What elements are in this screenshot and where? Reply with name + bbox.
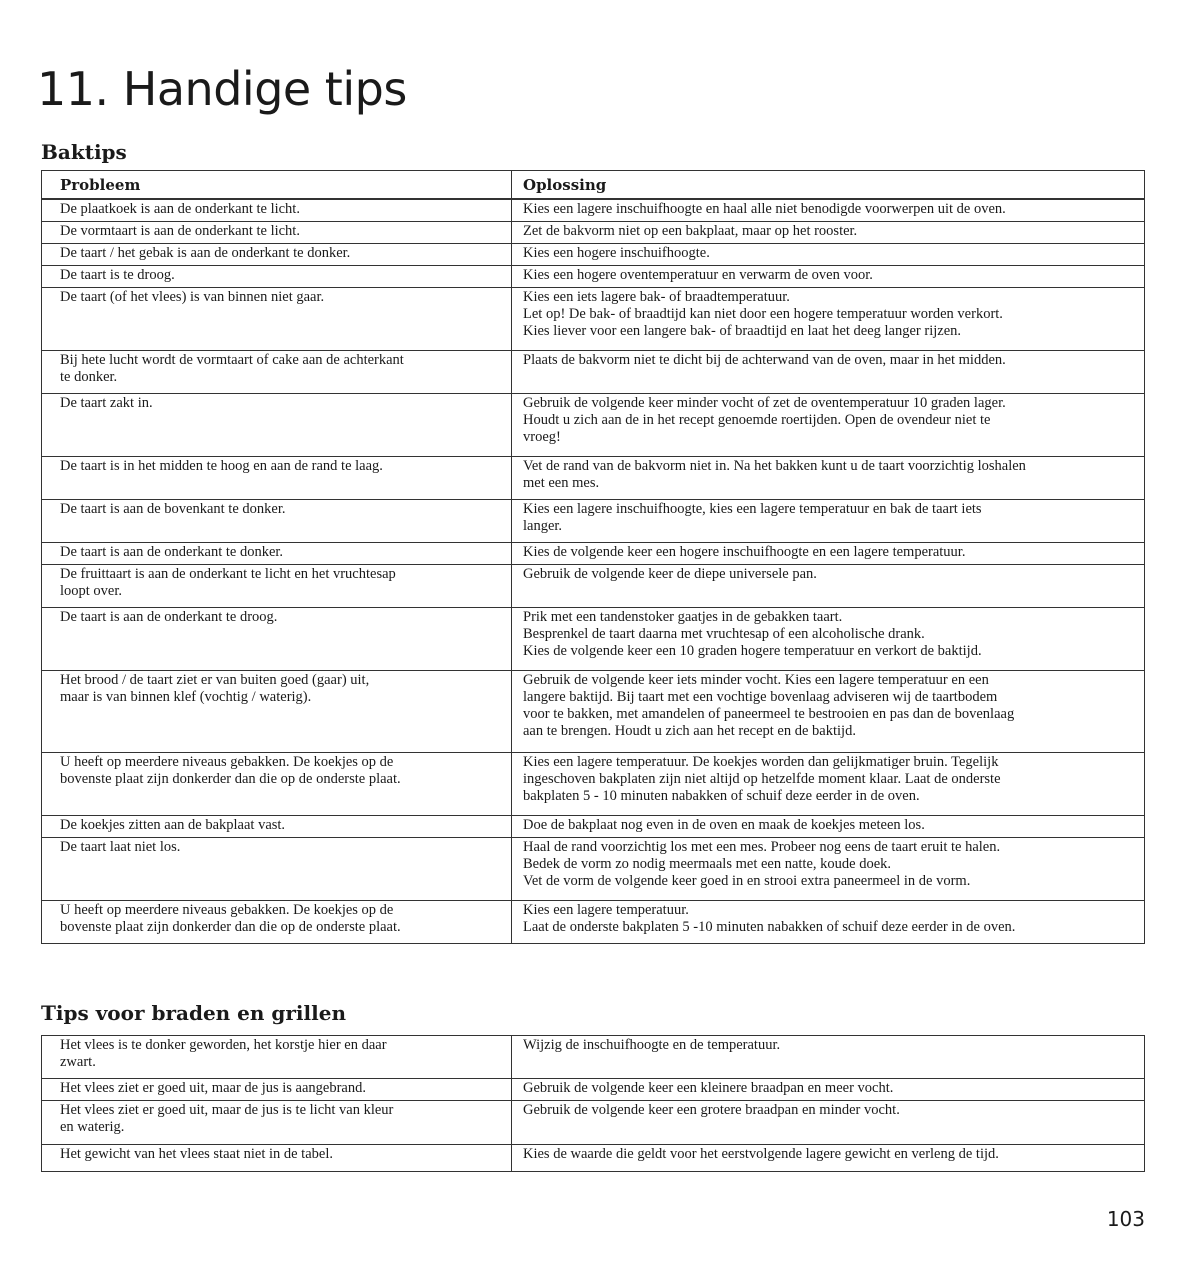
problem-cell bbox=[42, 607, 512, 670]
table-row bbox=[42, 1079, 1145, 1101]
problem-text: Het brood / de taart ziet er van buiten goed (gaar) uit, bbox=[60, 671, 370, 688]
problem-text: zwart. bbox=[60, 1054, 96, 1070]
solution-text: Gebruik de volgende keer de diepe universele pan. bbox=[523, 565, 817, 582]
solution-text: Houdt u zich aan de in het recept genoemde roertijden. Open de ovendeur niet te bbox=[523, 411, 991, 428]
solution-text: Vet de rand van de bakvorm niet in. Na het bakken kunt u de taart voorzichtig loshalen bbox=[523, 457, 1026, 474]
problem-cell bbox=[42, 900, 512, 943]
solution-text: Kies een lagere inschuifhoogte, kies een lagere temperatuur en bak de taart iets bbox=[523, 500, 982, 517]
solution-cell bbox=[512, 287, 1145, 350]
problem-cell bbox=[42, 243, 512, 265]
table-row bbox=[42, 287, 1145, 350]
solution-text: Plaats de bakvorm niet te dicht bij de achterwand van de oven, maar in het midden. bbox=[523, 351, 1006, 368]
problem-text: De vormtaart is aan de onderkant te licht. bbox=[60, 222, 300, 239]
problem-text: loopt over. bbox=[60, 582, 123, 599]
solution-text: Kies de waarde die geldt voor het eerstvolgende lagere gewicht en verleng de tijd. bbox=[523, 1146, 999, 1162]
problem-text: De taart laat niet los. bbox=[60, 838, 181, 855]
table-row bbox=[42, 456, 1145, 499]
solution-cell bbox=[512, 456, 1145, 499]
problem-cell bbox=[42, 393, 512, 456]
solution-text: Besprenkel de taart daarna met vruchtesap of een alcoholische drank. bbox=[523, 625, 925, 642]
solution-cell bbox=[512, 752, 1145, 815]
solution-cell bbox=[512, 221, 1145, 243]
table-row bbox=[42, 221, 1145, 243]
solution-cell bbox=[512, 607, 1145, 670]
problem-cell bbox=[42, 815, 512, 837]
problem-cell bbox=[42, 221, 512, 243]
solution-text: met een mes. bbox=[523, 474, 600, 491]
solution-text: ingeschoven bakplaten zijn niet altijd op hetzelfde moment klaar. Laat de onderste bbox=[523, 770, 1001, 787]
problem-text: U heeft op meerdere niveaus gebakken. De koekjes op de bbox=[60, 753, 394, 770]
table-row bbox=[42, 542, 1145, 564]
baktips-table bbox=[41, 170, 1145, 944]
table-row bbox=[42, 837, 1145, 900]
table-row bbox=[42, 499, 1145, 542]
solution-text: Kies de volgende keer een 10 graden hogere temperatuur en verkort de baktijd. bbox=[523, 642, 982, 659]
problem-cell bbox=[42, 287, 512, 350]
problem-text: Het vlees ziet er goed uit, maar de jus is te licht van kleur bbox=[60, 1102, 394, 1118]
table-row bbox=[42, 1145, 1145, 1172]
solution-text: Kies de volgende keer een hogere inschuifhoogte en een lagere temperatuur. bbox=[523, 543, 966, 560]
problem-text: De koekjes zitten aan de bakplaat vast. bbox=[60, 816, 286, 833]
solution-text: Kies een hogere inschuifhoogte. bbox=[523, 244, 710, 261]
solution-text: Vet de vorm de volgende keer goed in en strooi extra paneermeel in de vorm. bbox=[523, 872, 971, 889]
problem-cell bbox=[42, 265, 512, 287]
problem-cell bbox=[42, 1145, 512, 1172]
header-solution: Oplossing bbox=[512, 171, 1145, 200]
solution-text: Bedek de vorm zo nodig meermaals met een natte, koude doek. bbox=[523, 855, 892, 872]
problem-text: De taart is te droog. bbox=[60, 266, 175, 283]
solution-text: Kies een lagere inschuifhoogte en haal alle niet benodigde voorwerpen uit de oven. bbox=[523, 201, 1006, 217]
solution-cell bbox=[512, 499, 1145, 542]
baktips-header-row bbox=[42, 171, 1145, 200]
solution-text: langer. bbox=[523, 517, 563, 534]
header-problem: Probleem bbox=[42, 171, 512, 200]
solution-text: voor te bakken, met amandelen of paneermeel te bestrooien en pas dan de bovenlaag bbox=[523, 705, 1015, 722]
problem-text: De taart / het gebak is aan de onderkant te donker. bbox=[60, 244, 351, 261]
problem-cell bbox=[42, 837, 512, 900]
problem-text: De fruittaart is aan de onderkant te licht en het vruchtesap bbox=[60, 565, 396, 582]
table-row bbox=[42, 199, 1145, 221]
page-number: 103 bbox=[1106, 1207, 1145, 1231]
problem-text: Het vlees is te donker geworden, het korstje hier en daar bbox=[60, 1037, 387, 1053]
table-row bbox=[42, 900, 1145, 943]
solution-text: Doe de bakplaat nog even in de oven en maak de koekjes meteen los. bbox=[523, 816, 925, 833]
problem-cell bbox=[42, 199, 512, 221]
solution-cell bbox=[512, 1145, 1145, 1172]
table-row bbox=[42, 1036, 1145, 1079]
problem-cell bbox=[42, 1101, 512, 1145]
solution-text: Gebruik de volgende keer een kleinere braadpan en meer vocht. bbox=[523, 1080, 894, 1096]
problem-text: en waterig. bbox=[60, 1119, 125, 1135]
solution-cell bbox=[512, 837, 1145, 900]
solution-text: Kies een iets lagere bak- of braadtemperatuur. bbox=[523, 288, 790, 305]
table-row bbox=[42, 607, 1145, 670]
problem-cell bbox=[42, 1079, 512, 1101]
solution-text: Prik met een tandenstoker gaatjes in de gebakken taart. bbox=[523, 608, 843, 625]
table-row bbox=[42, 752, 1145, 815]
problem-text: Bij hete lucht wordt de vormtaart of cake aan de achterkant bbox=[60, 351, 404, 368]
solution-cell bbox=[512, 393, 1145, 456]
solution-text: Kies een hogere oventemperatuur en verwarm de oven voor. bbox=[523, 266, 873, 283]
table-row bbox=[42, 1101, 1145, 1145]
solution-cell bbox=[512, 900, 1145, 943]
problem-text: De taart (of het vlees) is van binnen niet gaar. bbox=[60, 288, 325, 305]
solution-text: Kies liever voor een langere bak- of braadtijd en laat het deeg langer rijzen. bbox=[523, 322, 962, 339]
solution-text: Zet de bakvorm niet op een bakplaat, maar op het rooster. bbox=[523, 222, 858, 239]
solution-text: Let op! De bak- of braadtijd kan niet door een hogere temperatuur worden verkort. bbox=[523, 305, 1003, 322]
problem-text: te donker. bbox=[60, 368, 118, 385]
problem-text: Het gewicht van het vlees staat niet in de tabel. bbox=[60, 1146, 333, 1162]
problem-text: De taart is aan de onderkant te donker. bbox=[60, 543, 284, 560]
baktips-section-title: Baktips bbox=[41, 140, 127, 164]
problem-text: U heeft op meerdere niveaus gebakken. De koekjes op de bbox=[60, 901, 394, 918]
solution-text: vroeg! bbox=[523, 428, 561, 445]
problem-text: De taart is aan de onderkant te droog. bbox=[60, 608, 278, 625]
table-row bbox=[42, 243, 1145, 265]
solution-cell bbox=[512, 542, 1145, 564]
solution-text: langere baktijd. Bij taart met een vochtige bovenlaag adviseren wij de taartbodem bbox=[523, 688, 998, 705]
solution-text: Wijzig de inschuifhoogte en de temperatuur. bbox=[523, 1037, 781, 1053]
problem-text: bovenste plaat zijn donkerder dan die op de onderste plaat. bbox=[60, 918, 401, 935]
page-title: 11. Handige tips bbox=[37, 62, 407, 116]
problem-text: De taart is in het midden te hoog en aan de rand te laag. bbox=[60, 457, 383, 474]
solution-text: Gebruik de volgende keer iets minder vocht. Kies een lagere temperatuur en een bbox=[523, 671, 989, 688]
problem-text: maar is van binnen klef (vochtig / waterig). bbox=[60, 688, 312, 705]
problem-text: De taart is aan de bovenkant te donker. bbox=[60, 500, 286, 517]
solution-text: bakplaten 5 - 10 minuten nabakken of schuif deze eerder in de oven. bbox=[523, 787, 920, 804]
braden-table bbox=[41, 1035, 1145, 1172]
baktips-body bbox=[42, 199, 1145, 943]
solution-cell bbox=[512, 670, 1145, 752]
solution-cell bbox=[512, 1079, 1145, 1101]
solution-cell bbox=[512, 1036, 1145, 1079]
solution-cell bbox=[512, 1101, 1145, 1145]
solution-cell bbox=[512, 815, 1145, 837]
problem-cell bbox=[42, 499, 512, 542]
solution-cell bbox=[512, 265, 1145, 287]
solution-text: Gebruik de volgende keer minder vocht of zet de oventemperatuur 10 graden lager. bbox=[523, 394, 1006, 411]
braden-section-title: Tips voor braden en grillen bbox=[41, 1001, 346, 1025]
table-row bbox=[42, 265, 1145, 287]
problem-text: bovenste plaat zijn donkerder dan die op de onderste plaat. bbox=[60, 770, 401, 787]
solution-text: Haal de rand voorzichtig los met een mes. Probeer nog eens de taart eruit te halen. bbox=[523, 838, 1001, 855]
problem-cell bbox=[42, 564, 512, 607]
solution-cell bbox=[512, 350, 1145, 393]
solution-text: Kies een lagere temperatuur. De koekjes worden dan gelijkmatiger bruin. Tegelijk bbox=[523, 753, 999, 770]
table-row bbox=[42, 670, 1145, 752]
solution-cell bbox=[512, 564, 1145, 607]
table-row bbox=[42, 350, 1145, 393]
table-row bbox=[42, 564, 1145, 607]
solution-text: Laat de onderste bakplaten 5 -10 minuten nabakken of schuif deze eerder in de oven. bbox=[523, 918, 1016, 935]
problem-cell bbox=[42, 670, 512, 752]
solution-text: aan te brengen. Houdt u zich aan het recept en de baktijd. bbox=[523, 722, 856, 739]
problem-text: De taart zakt in. bbox=[60, 394, 153, 411]
problem-cell bbox=[42, 1036, 512, 1079]
table-row bbox=[42, 393, 1145, 456]
table-row bbox=[42, 815, 1145, 837]
problem-cell bbox=[42, 350, 512, 393]
problem-cell bbox=[42, 456, 512, 499]
solution-text: Gebruik de volgende keer een grotere braadpan en minder vocht. bbox=[523, 1102, 900, 1118]
solution-cell bbox=[512, 199, 1145, 221]
problem-cell bbox=[42, 542, 512, 564]
problem-text: Het vlees ziet er goed uit, maar de jus is aangebrand. bbox=[60, 1080, 366, 1096]
braden-body bbox=[42, 1036, 1145, 1172]
problem-text: De plaatkoek is aan de onderkant te licht. bbox=[60, 201, 300, 217]
problem-cell bbox=[42, 752, 512, 815]
solution-text: Kies een lagere temperatuur. bbox=[523, 901, 689, 918]
solution-cell bbox=[512, 243, 1145, 265]
